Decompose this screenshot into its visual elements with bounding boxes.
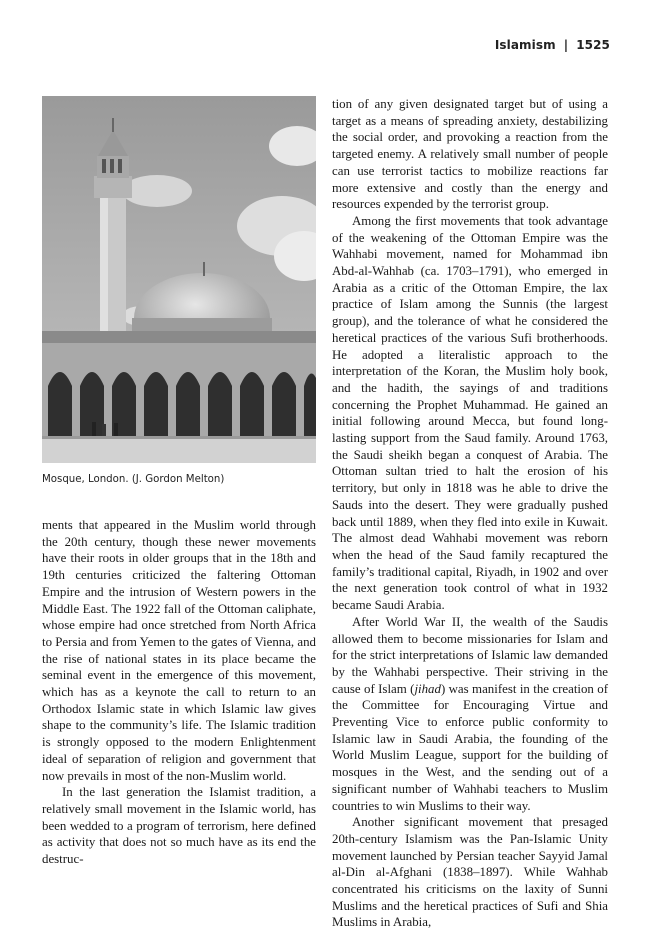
figure-caption: Mosque, London. (J. Gordon Melton)	[42, 474, 225, 485]
left-column	[42, 517, 316, 868]
paragraph: tion of any given designated target but of using a target as a means of spreading anxiety, destabilizing the social order, and provoking a reaction from the targeted enemy. A relatively small number of people can use terrorist tactics to mobilize reactions far more extensive and costly than the energy and resources expended by the terrorist group.	[332, 97, 608, 212]
paragraph: Among the first movements that took advantage of the weakening of the Ottoman Empire was the Wahhabi movement, named for Mohammad ibn Abd-al-Wahhab (ca. 1703–1791), who emerged in Arabia as a critic of the Ottoman Empire, the lax practice of Islam among the Sunnis (the largest group), and the tolerance of what he considered the heretical practices of the various Sufi brotherhoods. He adopted a literalistic approach to the interpretation of the Koran, the Muslim holy book, and the hadith, the sayings of and traditions concerning the Prophet Muhammad. He gained an initial following around Mecca, but found long-lasting support from the Saud family. Around 1763, the Saudi sheikh began a conquest of Arabia. The Ottoman sultan tried to halt the erosion of his territory, but only in 1818 was he able to drive the Sauds into the desert. They were gradually pushed back until 1889, when they fled into exile in Kuwait. The almost dead Wahhabi movement was reborn when the head of the Saud family recaptured the family’s traditional capital, Riyadh, in 1902 and over the next generation took control of what in 1932 became Saudi Arabia.	[332, 213, 608, 613]
paragraph: Another significant movement that presaged 20th-century Islamism was the Pan-Islamic Unity movement launched by Persian teacher Sayyid Jamal al-Din al-Afghani (1838–1897). While Wahhab concentrated his criticisms on the laxity of Sunni Muslims and the heretical practices of Sufi and Shia Muslims in Arabia,	[332, 815, 608, 930]
running-head-title: Islamism	[494, 38, 556, 52]
mosque-photo-icon	[42, 96, 316, 463]
mosque-photo	[42, 96, 316, 463]
right-column	[332, 96, 608, 931]
italic-term: jihad	[414, 681, 441, 696]
running-head	[495, 38, 610, 52]
text-run: ) was manifest in the creation of the Committee for Encouraging Virtue and Preventing Vice to enforce public conformity to Islamic law in Saudi Arabia, the founding of the World Muslim League, support for the building of mosques in the West, and the sending out of a significant number of Wahhabi teachers to Muslim countries to win Muslims to their way.	[332, 681, 608, 813]
text-run: After World War II, the wealth of the Saudis allowed them to become missionaries for Islam and for the strict interpretations of Islamic law demanded by the Wahhabi perspective. Their striving in the cause of Islam (	[332, 614, 608, 696]
paragraph: ments that appeared in the Muslim world through the 20th century, though these newer movements have their roots in older groups that in the 18th and 19th centuries criticized the faltering Ottoman Empire and the intrusion of Western powers in the Middle East. The 1922 fall of the Ottoman caliphate, whose empire had once stretched from North Africa to Persia and from Yemen to the gates of Vienna, and the rise of national states in its place became the seminal event in the emergence of this movement, which has as a keynote the call to return to an Orthodox Islamic state in which Islamic law gives shape to the community’s life. The Islamic tradition is strongly opposed to the modern Enlightenment ideal of separation of religion and government that now prevails in most of the non-Muslim world.	[42, 518, 316, 783]
paragraph: In the last generation the Islamist tradition, a relatively small movement in the Islamic world, has been wedded to a program of terrorism, here defined as activity that does not so much have as its end the destruc-	[42, 785, 316, 867]
paragraph	[332, 614, 608, 814]
page-number: 1525	[576, 38, 610, 52]
running-head-separator: |	[563, 38, 569, 52]
